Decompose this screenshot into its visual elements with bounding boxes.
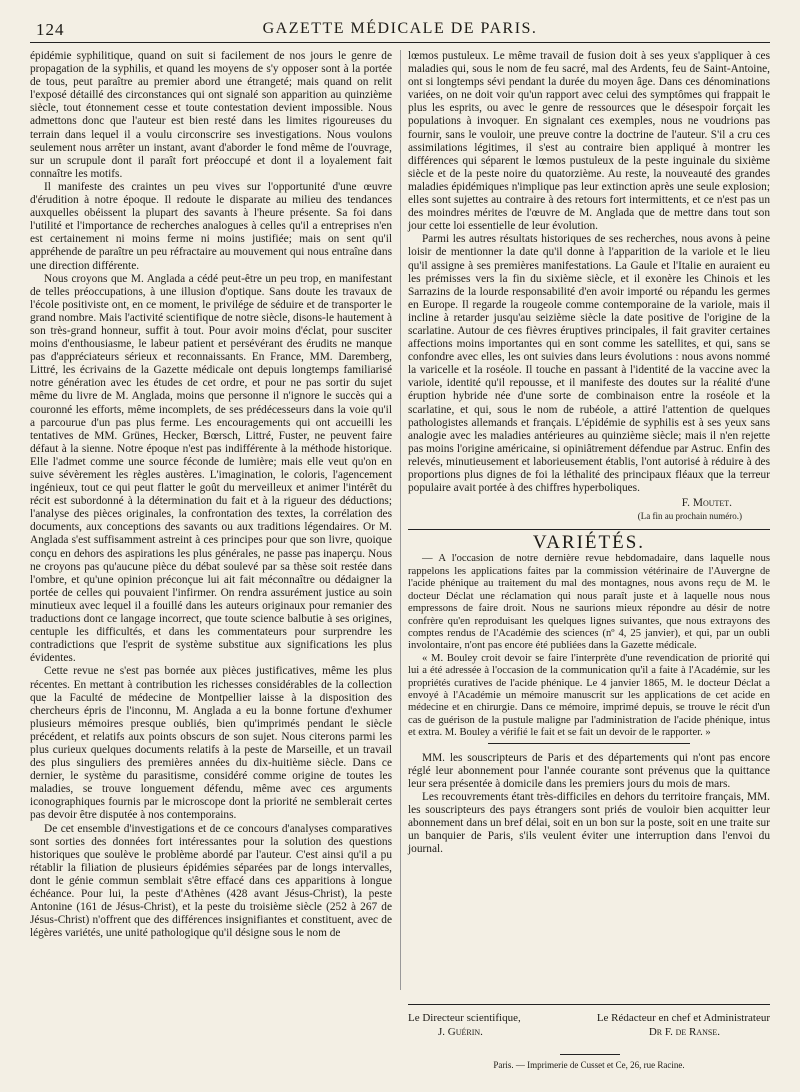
- footer-left-name: J. Guérin.: [438, 1026, 483, 1038]
- quotation: « M. Bouley croit devoir se faire l'interprète d'une revendication de priorité qui lui a été adressée à l'occasion de la communication qu'il a faite à l'Académie, sur les propriétés curatives de l'acide phénique. Le 4 janvier 1865, M. le docteur Déclat a envoyé à l'Académie un mémoire manuscrit sur les applications de cet acide en médecine et en chirurgie. Dans ce mémoire, imprimé depuis, se trouve le récit d'un cas de guérison de la pustule maligne par l'administration de l'acide phénique, intus et extra. M. Bouley a vérifié le fait et se fait un devoir de le rapporter. »: [408, 652, 770, 739]
- printer-line: Paris. — Imprimerie de Cusset et Ce, 26, rue Racine.: [493, 1060, 685, 1070]
- author-signature: F. Moutet.: [681, 497, 732, 510]
- footer-right-role: Le Rédacteur en chef et Administrateur: [596, 1012, 770, 1024]
- divider: [488, 743, 690, 744]
- printer-rule: [560, 1054, 620, 1055]
- column-divider: [400, 50, 401, 990]
- section-rule: [408, 529, 770, 530]
- paragraph: — A l'occasion de notre dernière revue hebdomadaire, dans laquelle nous rappelons les applications faites par la commission vétérinaire de l'Auvergne de l'acide phénique au traitement du mal des montagnes, nous avons reçu de M. le docteur Déclat une réclamation qui nous paraît juste et à laquelle nous nous empressons de faire droit. Nous ne saurions mieux répondre au désir de notre confrère qu'en reproduisant les quelques lignes suivantes, que nous extrayons des comptes rendus de l'Académie des sciences (nº 4, 25 janvier), et qui, par un oubli involontaire, n'ont pas encore été publiées dans la Gazette médicale.: [408, 553, 770, 652]
- journal-title: GAZETTE MÉDICALE DE PARIS.: [262, 20, 538, 37]
- notice: MM. les souscripteurs de Paris et des départements qui n'ont pas encore réglé leur abonnement pour l'année courante sont prévenus que la quittance leur sera présentée à domicile dans les premiers jours du mois de mars.: [408, 751, 770, 790]
- paragraph: Nous croyons que M. Anglada a cédé peut-être un peu trop, en manifestant de telles préoccupations, à une illusion d'optique. Sans doute les travaux de l'école positiviste ont, en ce moment, le privilége de séduire et de transporter le grand nombre. Mais l'activité scientifique de notre siècle, disons-le hautement à son très-grand honneur, suffit à tout. Pour avoir moins d'éclat, pour susciter moins d'enthousiasme, le labeur patient et persévérant des érudits ne manque pas d'appréciateurs sérieux et reconnaissants. En France, MM. Daremberg, Littré, les écrivains de la Gazette médicale ont depuis longtemps familiarisé notre génération avec les études de cet ordre, et pour ne pas sortir du sujet même du livre de M. Anglada, moins que personne il n'ignore le succès qui a couronné les efforts, même incomplets, de ses prédécesseurs dans la voie qu'il a parcourue d'un pas plus ferme. Les encouragements qui ont accueilli les tentatives de MM. Grünes, Hecker, Bœrsch, Littré, Fuster, ne peuvent faire défaut à la sienne. Notre époque n'est pas indifférente à la méthode historique. Elle l'admet comme une source féconde de lumière; mais elle veut qu'on en suive sévèrement les règles austères. L'imagination, le coloris, l'agencement ingénieux, tout ce qui peut flatter le goût du merveilleux et animer l'intérêt du récit est subordonné à la détermination du fait et à la rigueur des déductions; l'analyse des pièces originales, la confrontation des textes, la corrélation des documents, aux conceptions des savants ou aux traditions légendaires. Or M. Anglada s'est suffisamment astreint à ces principes pour que son livre, quoique conçu en dehors des aspirations les plus générales, ne passe pas inaperçu. Nous ne croyons pas qu'aucune pièce du débat soulevé par sa thèse soit restée dans l'ombre, et qu'une opinion préconçue lui ait fait méconnaître ou dédaigner la portée de celles qui pouvaient l'infirmer. On rendra assurément justice au soin minutieux avec lequel il a fouillé dans les auteurs originaux pour remanier des traductions dont ce langage incorrect, que toute science balbutie à ses origines, centuple les difficultés, et dans les commentateurs pour surprendre les contradictions que l'esprit de système substitue aux significations les plus évidentes.: [30, 272, 392, 665]
- paragraph: De cet ensemble d'investigations et de ce concours d'analyses comparatives sont sorties des données fort intéressantes pour la solution des questions historiques que soulève le problème abordé par l'auteur. C'est ainsi qu'il a pu rétablir la filiation de plusieurs épidémies séparées par de longs intervalles, dont le génie commun semblait s'être effacé dans ces apparitions à longue échéance. Pour lui, la peste d'Athènes (428 avant Jésus-Christ), la peste Antonine (161 de Jésus-Christ), et la peste du troisième siècle (252 à 267 de Jésus-Christ) n'offrent que des différences insignifiantes et constituent, avec de légères variétés, une unité pathologique qu'il désigne sous le nom de: [30, 822, 392, 940]
- footer: [408, 1012, 770, 1038]
- notice: Les recouvrements étant très-difficiles en dehors du territoire français, MM. les souscripteurs des pays étrangers sont priés de vouloir bien acquitter leur abonnement dans un bref délai, soit en un bon sur la poste, soit en une traite sur un banquier de Paris, s'ils veulent éviter une interruption dans l'envoi du journal.: [408, 790, 770, 856]
- continued-note: (La fin au prochain numéro.): [637, 511, 742, 522]
- page-number: 124: [36, 20, 65, 39]
- footer-rule: [408, 1004, 770, 1005]
- paragraph: Il manifeste des craintes un peu vives sur l'opportunité d'une œuvre d'érudition à notre époque. Il redoute le disparate au milieu des tendances auxquelles obéissent la plupart des savants à l'heure présente. Sa foi dans l'utilité et l'importance de recherches analogues à celles qu'il a entreprises n'en est certainement ni moins ferme ni moins justifiée; mais on sent qu'il appréhende de paraître un peu réfractaire au mouvement qui nous entraîne dans une direction différente.: [30, 180, 392, 272]
- paragraph: Cette revue ne s'est pas bornée aux pièces justificatives, même les plus récentes. En mettant à contribution les richesses considérables de la collection que la Faculté de médecine de Montpellier laisse à la disposition des chercheurs épris de l'inconnu, M. Anglada a eu la bonne fortune d'exhumer plusieurs mémoires presque oubliés, bien qu'imprimés pendant le siècle précédent, et relatifs aux points obscurs de son sujet. Nous citerons parmi les plus curieux quelques documents relatifs à la peste de Marseille, et un travail des plus singuliers des premières années du dix-huitième siècle. Dans ce dernier, le système du parasitisme, considéré comme origine de toutes les maladies, se trouve longuement défendu, même avec ces arguments iconographiques fournis par le microscope dont la priorité ne semblerait certes pas devoir être disputée à nos contemporains.: [30, 665, 392, 822]
- paragraph: Parmi les autres résultats historiques de ses recherches, nous avons à peine loisir de mentionner la date qu'il donne à l'apparition de la variole et le lieu qu'il assigne à ses premières manifestations. La Gaule et l'Italie en auraient eu les prémisses vers la fin du sixième siècle, et il exonère les Chinois et les Sarrazins de la lourde responsabilité d'en avoir importé ou répandu les germes en Europe. Il regarde la rougeole comme contemporaine de la variole, mais il incline à retarder jusqu'au seizième siècle la date positive de l'origine de la scarlatine. Autour de ces fièvres éruptives principales, il fait graviter certaines affections moins importantes qui en sont comme les satellites, et qui, sans se confondre avec elles, les ont suivies dans leurs évolutions : nous avons nommé la varicelle et la roséole. Il touche en passant à l'identité de la vaccine avec la variole, identité qu'il repousse, et il manifeste des doutes sur la réalité d'une éruption hybride née d'une sorte de combinaison entre la roséole et la scarlatine, et qui, sous le nom de rubéole, a attiré l'attention de quelques pathologistes allemands et français. L'épidémie de syphilis est à ses yeux sans analogie avec les maladies antérieures au quinzième siècle; mais il n'en rejette pas moins l'origine américaine, si opiniâtrement défendue par Astruc. Enfin des relevés, minutieusement et laborieusement établis, l'ont autorisé à réduire à des proportions plus dignes de foi la léthalité des principaux fléaux que la terreur populaire avait portée à des chiffres hyperboliques.: [408, 233, 770, 495]
- paragraph: lœmos pustuleux. Le même travail de fusion doit à ses yeux s'appliquer à ces maladies qui, sous le nom de feu sacré, mal des Ardents, feu de Saint-Antoine, ont si longtemps sévi pendant la durée du moyen âge. Dans ces dénominations variées, on ne doit voir qu'un rapport avec celui des symptômes qui frappait le plus les esprits, ou avec le genre de ressources que le désespoir forçait les populations à invoquer. En signalant ces exemples, nous ne voudrions pas fournir, sans le vouloir, une preuve contre la doctrine de l'auteur. S'il a cru ces assimilations légitimes, il s'est au contraire bien appliqué à montrer les différences qui séparent le lœmos pustuleux de la peste inguinale du sixième siècle et de la peste noire du quatorzième. Au reste, la nouveauté des grandes maladies épidémiques n'implique pas leur extinction après une seule explosion; elles sont sujettes au contraire à des retours fort intermittents, et ce n'est pas un des moindres mérites de l'œuvre de M. Anglada que de mettre dans tout son jour cette loi essentielle de leur évolution.: [408, 50, 770, 233]
- paragraph: épidémie syphilitique, quand on suit si facilement de nos jours le genre de propagation de la syphilis, et quand les moyens de s'y opposer sont à la portée de tous, peut paraître au premier abord une étrangeté; mais quand on relit l'exposé détaillé des circonstances qui ont signalé son apparition au quinzième siècle, tout étonnement cesse et toute contestation devient impossible. Nous admettons donc que l'auteur est bien resté dans les limites rigoureuses du terrain dans lequel il a voulu circonscrire ses investigations. Nous voulons seulement nous arrêter un instant, avant d'aborder le fond même de l'ouvrage, sur un scrupule dont il paraît fort préoccupé et dont il a loyalement fait connaître les motifs.: [30, 50, 392, 180]
- right-column: [408, 50, 770, 856]
- section-title: VARIÉTÉS.: [532, 532, 646, 554]
- page-header: [30, 18, 770, 43]
- footer-right-name: Dr F. de Ranse.: [648, 1026, 720, 1038]
- footer-left-role: Le Directeur scientifique,: [408, 1012, 521, 1024]
- left-column: [30, 50, 392, 1075]
